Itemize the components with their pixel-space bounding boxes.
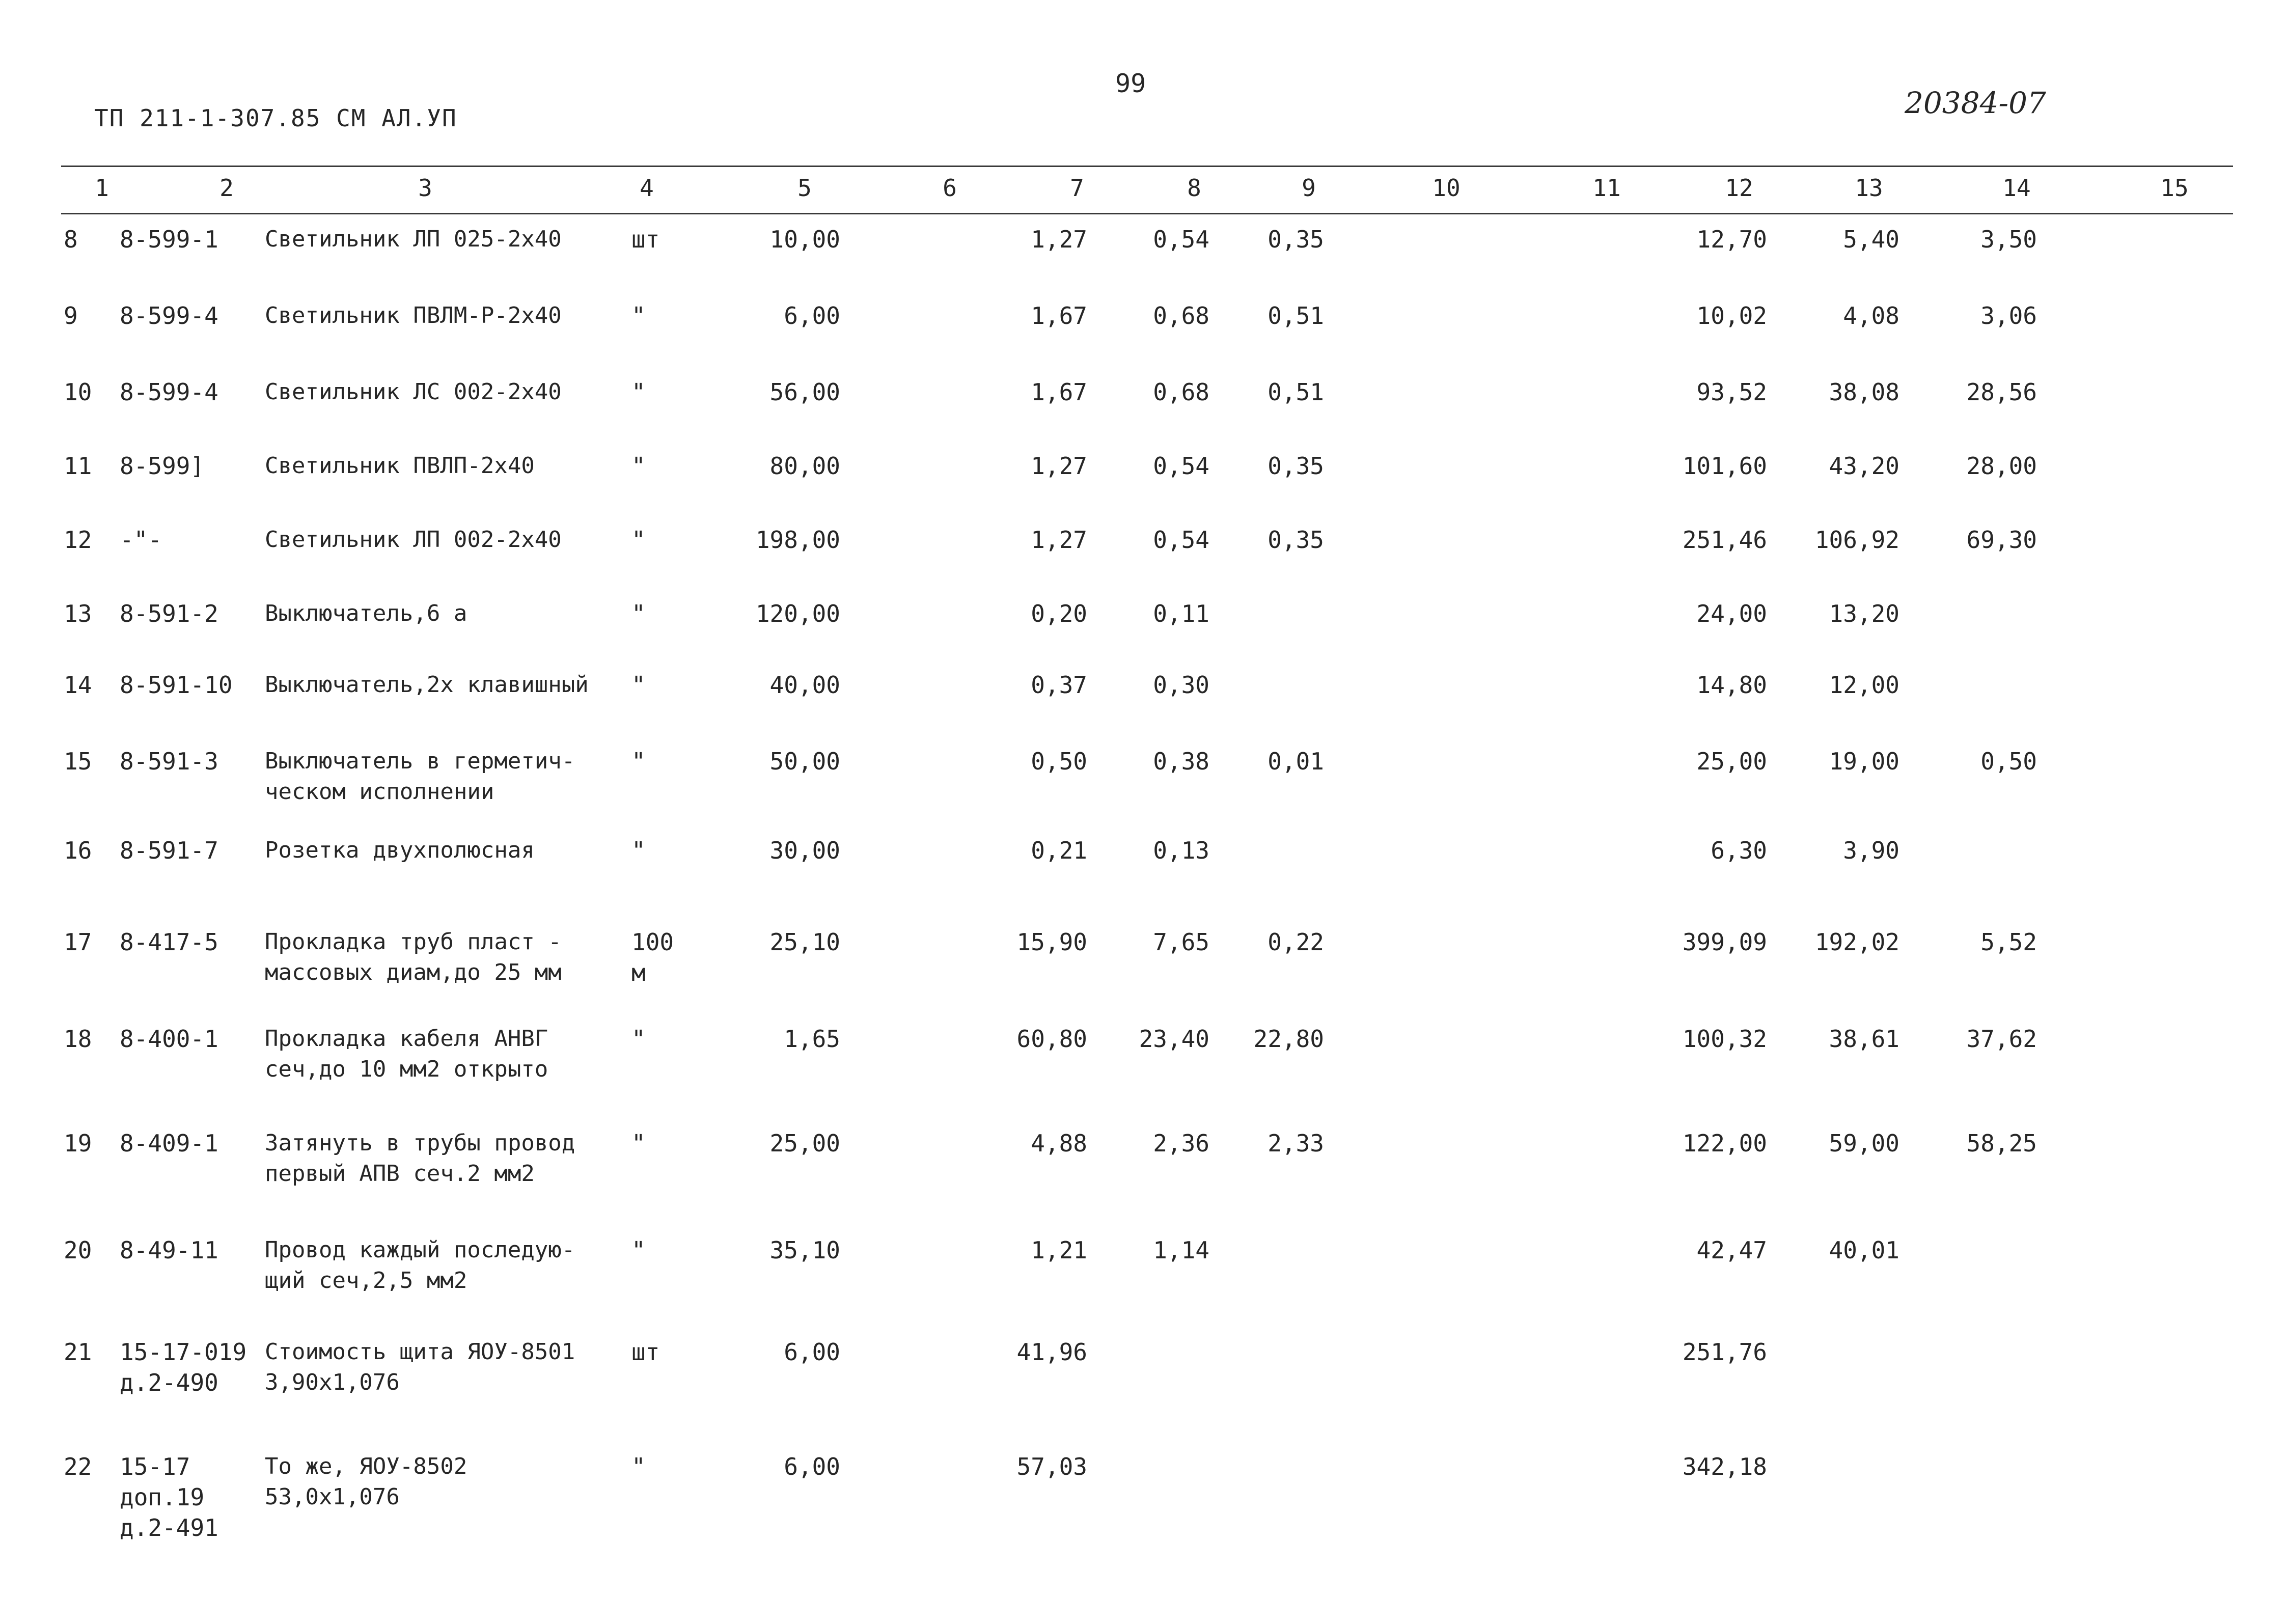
column-number-10: 10: [1432, 174, 1461, 202]
value-c8: 0,68: [1153, 302, 1209, 329]
norm-code: [120, 377, 218, 407]
unit: [631, 1451, 677, 1482]
item-description: [265, 1024, 548, 1085]
value-c8: 0,11: [1153, 600, 1209, 627]
value-c9: 0,35: [1268, 226, 1324, 253]
norm-code: [120, 835, 218, 866]
norm-code-line: 8-409-1: [120, 1130, 218, 1157]
row-number: 22: [64, 1453, 92, 1480]
value-c14: 37,62: [1966, 1025, 2037, 1053]
unit: [631, 670, 677, 700]
item-description: [265, 224, 562, 255]
value-c9: 22,80: [1253, 1025, 1324, 1053]
norm-code-line: 8-591-10: [120, 671, 233, 699]
unit: [631, 300, 677, 331]
item-description-line: массовых диам,до 25 мм: [265, 959, 562, 985]
norm-code: [120, 300, 218, 331]
value-c7: 57,03: [1016, 1453, 1087, 1480]
value-c9: 0,35: [1268, 526, 1324, 554]
column-number-5: 5: [797, 174, 812, 202]
unit-line: ": [631, 671, 646, 699]
item-description: [265, 670, 589, 700]
value-c13: 4,08: [1843, 302, 1899, 329]
row-number: 12: [64, 526, 92, 554]
value-c12: 24,00: [1696, 600, 1767, 627]
norm-code-line: д.2-490: [120, 1369, 218, 1396]
item-description-line: Светильник ЛП 002-2х40: [265, 527, 562, 553]
value-c14: 58,25: [1966, 1130, 2037, 1157]
item-description-line: сеч,до 10 мм2 открыто: [265, 1056, 548, 1082]
item-description-line: То же, ЯОУ-8502: [265, 1453, 467, 1479]
value-c9: 0,01: [1268, 748, 1324, 775]
norm-code-line: 8-599]: [120, 452, 205, 480]
value-c7: 15,90: [1016, 928, 1087, 956]
value-c12: 12,70: [1696, 226, 1767, 253]
column-number-11: 11: [1592, 174, 1621, 202]
value-c13: 43,20: [1829, 452, 1899, 480]
value-qty: 25,10: [769, 928, 840, 956]
column-number-6: 6: [943, 174, 957, 202]
value-c7: 1,67: [1031, 302, 1087, 329]
unit-line: шт: [631, 1338, 660, 1366]
page-number: 99: [1115, 69, 1146, 98]
value-c9: 0,22: [1268, 928, 1324, 956]
unit-line: ": [631, 302, 646, 329]
value-c12: 42,47: [1696, 1236, 1767, 1264]
unit-line: ": [631, 1130, 646, 1157]
unit-line: ": [631, 600, 646, 627]
unit-line: ": [631, 1236, 646, 1264]
norm-code-line: 8-591-7: [120, 837, 218, 864]
item-description-line: Светильник ПВЛМ-Р-2х40: [265, 302, 562, 328]
value-c9: 0,35: [1268, 452, 1324, 480]
table-top-rule: [61, 166, 2233, 167]
value-qty: 6,00: [784, 302, 840, 329]
norm-code-line: 8-400-1: [120, 1025, 218, 1053]
value-qty: 1,65: [784, 1025, 840, 1053]
column-number-8: 8: [1187, 174, 1201, 202]
norm-code-line: доп.19: [120, 1483, 205, 1511]
unit-line: ": [631, 378, 646, 406]
value-c12: 25,00: [1696, 748, 1767, 775]
value-c13: 19,00: [1829, 748, 1899, 775]
value-c12: 14,80: [1696, 671, 1767, 699]
value-c9: 2,33: [1268, 1130, 1324, 1157]
value-c7: 4,88: [1031, 1130, 1087, 1157]
value-qty: 6,00: [784, 1338, 840, 1366]
unit: [631, 377, 677, 407]
value-c14: 0,50: [1980, 748, 2037, 775]
value-c8: 0,54: [1153, 526, 1209, 554]
value-c7: 1,27: [1031, 452, 1087, 480]
row-number: 19: [64, 1130, 92, 1157]
unit: [631, 835, 677, 866]
value-c8: 0,54: [1153, 226, 1209, 253]
value-c13: 192,02: [1814, 928, 1899, 956]
unit: [631, 746, 677, 777]
unit-line: ": [631, 748, 646, 775]
unit-line: шт: [631, 226, 660, 253]
unit: [631, 598, 677, 629]
row-number: 17: [64, 928, 92, 956]
norm-code-line: 15-17-019: [120, 1338, 247, 1366]
value-c8: 23,40: [1139, 1025, 1209, 1053]
norm-code-line: -"-: [120, 526, 162, 554]
value-c8: 0,68: [1153, 378, 1209, 406]
unit-line: ": [631, 1453, 646, 1480]
norm-code: [120, 451, 204, 481]
item-description-line: Выключатель в герметич-: [265, 748, 575, 774]
column-number-15: 15: [2160, 174, 2189, 202]
value-c7: 0,21: [1031, 837, 1087, 864]
value-c12: 251,46: [1682, 526, 1767, 554]
norm-code-line: д.2-491: [120, 1514, 218, 1542]
norm-code: [120, 525, 162, 555]
unit-line: м: [631, 959, 646, 986]
norm-code: [120, 224, 218, 255]
value-c7: 1,67: [1031, 378, 1087, 406]
column-number-12: 12: [1725, 174, 1753, 202]
item-description: [265, 927, 562, 988]
unit: [631, 1128, 677, 1159]
value-qty: 25,00: [769, 1130, 840, 1157]
archive-number: 20384-07: [1905, 86, 2046, 120]
norm-code: [120, 1235, 218, 1265]
value-c13: 12,00: [1829, 671, 1899, 699]
item-description: [265, 300, 562, 331]
value-c14: 28,00: [1966, 452, 2037, 480]
norm-code-line: 15-17: [120, 1453, 190, 1480]
norm-code-line: 8-591-3: [120, 748, 218, 775]
value-c7: 60,80: [1016, 1025, 1087, 1053]
value-c8: 0,30: [1153, 671, 1209, 699]
value-qty: 6,00: [784, 1453, 840, 1480]
value-c13: 13,20: [1829, 600, 1899, 627]
value-qty: 50,00: [769, 748, 840, 775]
item-description: [265, 377, 562, 407]
row-number: 13: [64, 600, 92, 627]
value-c12: 342,18: [1682, 1453, 1767, 1480]
value-c14: 28,56: [1966, 378, 2037, 406]
value-c8: 0,54: [1153, 452, 1209, 480]
value-qty: 80,00: [769, 452, 840, 480]
value-qty: 56,00: [769, 378, 840, 406]
item-description: [265, 835, 535, 866]
value-c8: 7,65: [1153, 928, 1209, 956]
value-c13: 59,00: [1829, 1130, 1899, 1157]
value-qty: 35,10: [769, 1236, 840, 1264]
item-description-line: Затянуть в трубы провод: [265, 1130, 575, 1156]
value-c12: 100,32: [1682, 1025, 1767, 1053]
item-description-line: щий сеч,2,5 мм2: [265, 1268, 467, 1293]
document-code: ТП 211-1-307.85 СМ АЛ.УП: [94, 104, 457, 132]
value-c7: 0,37: [1031, 671, 1087, 699]
value-c7: 0,20: [1031, 600, 1087, 627]
column-number-7: 7: [1070, 174, 1084, 202]
unit: [631, 451, 677, 481]
norm-code-line: 8-599-4: [120, 378, 218, 406]
item-description: [265, 1337, 575, 1398]
value-c13: 38,61: [1829, 1025, 1899, 1053]
item-description: [265, 1451, 467, 1512]
item-description-line: Светильник ЛС 002-2х40: [265, 379, 562, 405]
value-c13: 38,08: [1829, 378, 1899, 406]
row-number: 15: [64, 748, 92, 775]
column-number-9: 9: [1302, 174, 1316, 202]
unit: [631, 224, 677, 255]
unit-line: ": [631, 837, 646, 864]
value-c14: 3,50: [1980, 226, 2037, 253]
item-description-line: Выключатель,2х клавишный: [265, 672, 589, 698]
value-c12: 251,76: [1682, 1338, 1767, 1366]
row-number: 18: [64, 1025, 92, 1053]
unit-line: 100: [631, 928, 674, 956]
row-number: 14: [64, 671, 92, 699]
value-qty: 10,00: [769, 226, 840, 253]
value-c7: 1,27: [1031, 526, 1087, 554]
unit: [631, 927, 677, 988]
value-c12: 6,30: [1711, 837, 1767, 864]
item-description-line: Светильник ЛП 025-2х40: [265, 226, 562, 252]
norm-code-line: 8-49-11: [120, 1236, 218, 1264]
column-number-13: 13: [1855, 174, 1883, 202]
norm-code-line: 8-599-4: [120, 302, 218, 329]
value-c7: 41,96: [1016, 1338, 1087, 1366]
item-description-line: 3,90х1,076: [265, 1369, 400, 1395]
column-number-14: 14: [2002, 174, 2031, 202]
item-description: [265, 451, 535, 481]
column-number-4: 4: [640, 174, 654, 202]
unit: [631, 1024, 677, 1054]
item-description-line: Прокладка кабеля АНВГ: [265, 1026, 548, 1052]
value-c14: 69,30: [1966, 526, 2037, 554]
item-description-line: Провод каждый последую-: [265, 1237, 575, 1263]
value-c12: 10,02: [1696, 302, 1767, 329]
row-number: 11: [64, 452, 92, 480]
norm-code: [120, 927, 218, 957]
value-c12: 122,00: [1682, 1130, 1767, 1157]
norm-code: [120, 670, 233, 700]
norm-code: [120, 1337, 246, 1398]
row-number: 20: [64, 1236, 92, 1264]
unit: [631, 1337, 677, 1367]
value-c13: 40,01: [1829, 1236, 1899, 1264]
value-c14: 5,52: [1980, 928, 2037, 956]
value-c7: 0,50: [1031, 748, 1087, 775]
value-qty: 120,00: [755, 600, 840, 627]
norm-code-line: 8-591-2: [120, 600, 218, 627]
item-description-line: Выключатель,6 а: [265, 600, 467, 626]
unit: [631, 525, 677, 555]
row-number: 10: [64, 378, 92, 406]
value-qty: 30,00: [769, 837, 840, 864]
row-number: 21: [64, 1338, 92, 1366]
row-number: 8: [64, 226, 78, 253]
item-description: [265, 746, 575, 807]
item-description: [265, 525, 562, 555]
value-c13: 5,40: [1843, 226, 1899, 253]
value-c12: 101,60: [1682, 452, 1767, 480]
item-description: [265, 1235, 575, 1296]
norm-code: [120, 1024, 218, 1054]
norm-code-line: 8-599-1: [120, 226, 218, 253]
item-description-line: Розетка двухполюсная: [265, 837, 535, 863]
item-description: [265, 1128, 575, 1189]
unit-line: ": [631, 526, 646, 554]
item-description-line: Светильник ПВЛП-2х40: [265, 453, 535, 479]
column-number-2: 2: [219, 174, 234, 202]
unit-line: ": [631, 452, 646, 480]
value-c12: 93,52: [1696, 378, 1767, 406]
item-description-line: ческом исполнении: [265, 779, 494, 805]
value-c14: 3,06: [1980, 302, 2037, 329]
column-number-1: 1: [95, 174, 109, 202]
row-number: 16: [64, 837, 92, 864]
norm-code: [120, 1128, 218, 1159]
item-description-line: Стоимость щита ЯОУ-8501: [265, 1339, 575, 1365]
value-c9: 0,51: [1268, 378, 1324, 406]
value-c13: 106,92: [1814, 526, 1899, 554]
item-description-line: 53,0х1,076: [265, 1484, 400, 1510]
value-c7: 1,21: [1031, 1236, 1087, 1264]
row-number: 9: [64, 302, 78, 329]
value-c8: 0,38: [1153, 748, 1209, 775]
item-description-line: первый АПВ сеч.2 мм2: [265, 1161, 535, 1187]
value-qty: 198,00: [755, 526, 840, 554]
value-c8: 2,36: [1153, 1130, 1209, 1157]
value-c9: 0,51: [1268, 302, 1324, 329]
value-c8: 1,14: [1153, 1236, 1209, 1264]
value-c8: 0,13: [1153, 837, 1209, 864]
norm-code-line: 8-417-5: [120, 928, 218, 956]
value-qty: 40,00: [769, 671, 840, 699]
item-description-line: Прокладка труб пласт -: [265, 929, 562, 955]
value-c12: 399,09: [1682, 928, 1767, 956]
norm-code: [120, 746, 218, 777]
unit-line: ": [631, 1025, 646, 1053]
value-c7: 1,27: [1031, 226, 1087, 253]
column-number-3: 3: [418, 174, 432, 202]
table-header-rule: [61, 213, 2233, 214]
norm-code: [120, 598, 218, 629]
norm-code: [120, 1451, 218, 1543]
value-c13: 3,90: [1843, 837, 1899, 864]
item-description: [265, 598, 467, 629]
unit: [631, 1235, 677, 1265]
